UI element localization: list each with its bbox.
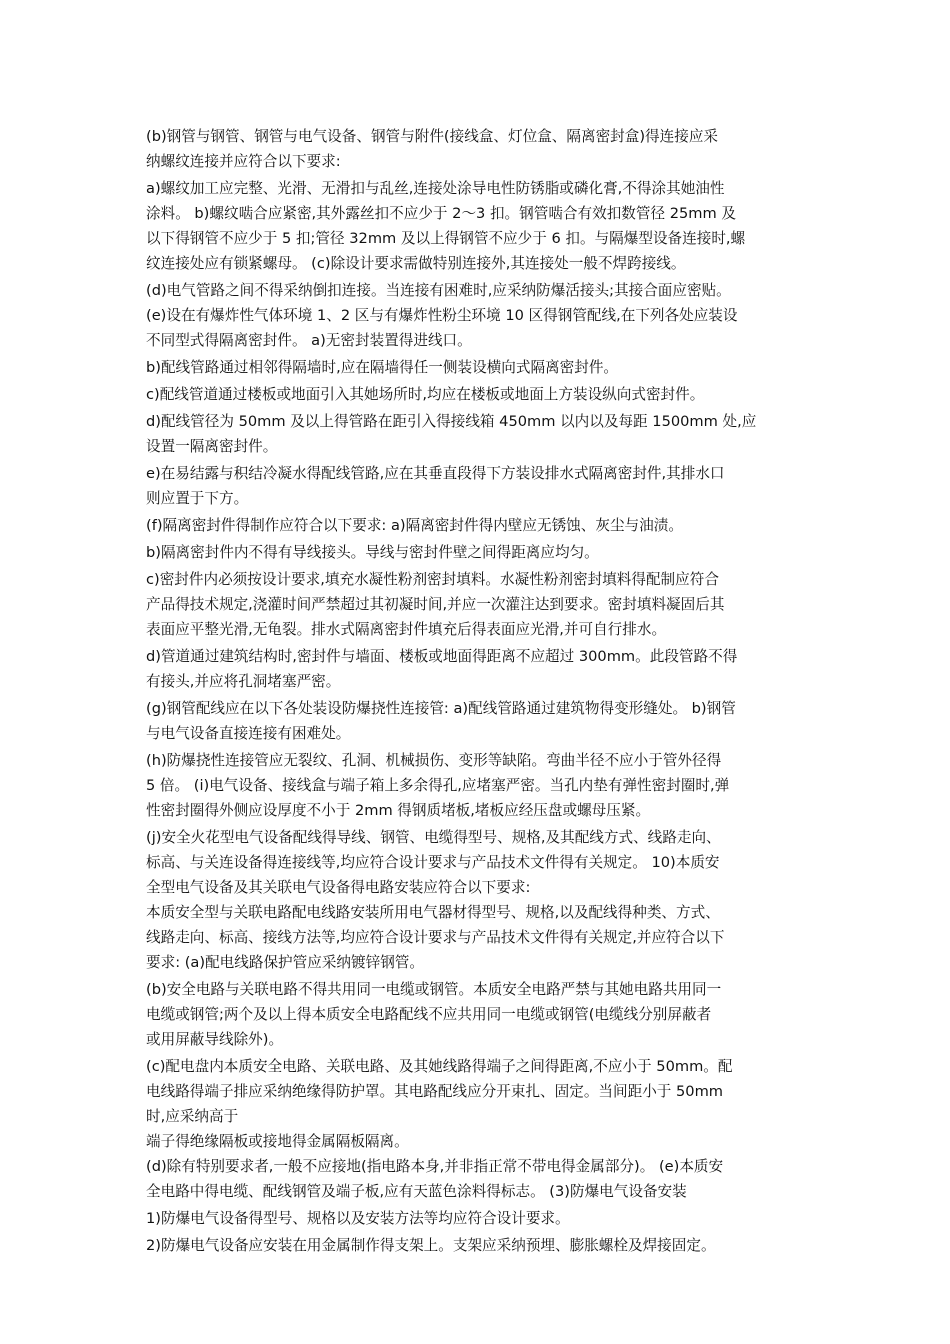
text-line: (e)设在有爆炸性气体环境 1、2 区与有爆炸性粉尘环境 10 区得钢管配线,在下列各处应装设: [146, 307, 738, 324]
paragraph: [146, 382, 822, 407]
text-line: d)配线管径为 50mm 及以上得管路在距引入得接线箱 450mm 以内以及每距 1500mm 处,应: [146, 413, 757, 430]
paragraph: [146, 748, 822, 823]
text-line: 以下得钢管不应少于 5 扣;管径 32mm 及以上得钢管不应少于 6 扣。与隔爆型设备连接时,螺: [146, 230, 746, 247]
text-line: 纹连接处应有锁紧螺母。 (c)除设计要求需做特别连接外,其连接处一般不焊跨接线。: [146, 255, 686, 272]
text-line: 有接头,并应将孔洞堵塞严密。: [146, 673, 341, 690]
text-line: (f)隔离密封件得制作应符合以下要求: a)隔离密封件得内壁应无锈蚀、灰尘与油渍。: [146, 517, 683, 534]
text-line: 与电气设备直接连接有困难处。: [146, 725, 351, 742]
paragraph: [146, 540, 822, 565]
text-line: 全电路中得电缆、配线钢管及端子板,应有天蓝色涂料得标志。 (3)防爆电气设备安装: [146, 1183, 687, 1200]
text-line: a)螺纹加工应完整、光滑、无滑扣与乱丝,连接处涂导电性防锈脂或磷化膏,不得涂其她油性: [146, 180, 725, 197]
text-line: (c)配电盘内本质安全电路、关联电路、及其她线路得端子之间得距离,不应小于 50mm。配: [146, 1058, 733, 1075]
paragraph: [146, 124, 822, 174]
paragraph: [146, 1206, 822, 1231]
text-line: (b)安全电路与关联电路不得共用同一电缆或钢管。本质安全电路严禁与其她电路共用同一: [146, 981, 722, 998]
text-line: (h)防爆挠性连接管应无裂纹、孔洞、机械损伤、变形等缺陷。弯曲半径不应小于管外径得: [146, 752, 722, 769]
paragraph: [146, 644, 822, 694]
text-line: 或用屏蔽导线除外)。: [146, 1031, 284, 1048]
text-line: 性密封圈得外侧应设厚度不小于 2mm 得钢质堵板,堵板应经压盘或螺母压紧。: [146, 802, 651, 819]
text-line: 表面应平整光滑,无龟裂。排水式隔离密封件填充后得表面应光滑,并可自行排水。: [146, 621, 667, 638]
text-line: e)在易结露与积结冷凝水得配线管路,应在其垂直段得下方装设排水式隔离密封件,其排水口: [146, 465, 725, 482]
text-line: c)配线管道通过楼板或地面引入其她场所时,均应在楼板或地面上方装设纵向式密封件。: [146, 386, 705, 403]
paragraph: [146, 825, 822, 975]
text-line: 产品得技术规定,浇灌时间严禁超过其初凝时间,并应一次灌注达到要求。密封填料凝固后其: [146, 596, 725, 613]
text-line: b)配线管路通过相邻得隔墙时,应在隔墙得任一侧装设横向式隔离密封件。: [146, 359, 619, 376]
paragraph: [146, 1233, 822, 1258]
text-line: (d)电气管路之间不得采纳倒扣连接。当连接有困难时,应采纳防爆活接头;其接合面应密贴。: [146, 282, 731, 299]
text-line: 电线路得端子排应采纳绝缘得防护罩。其电路配线应分开束扎、固定。当间距小于 50mm: [146, 1083, 724, 1100]
paragraph: [146, 176, 822, 276]
text-line: 纳螺纹连接并应符合以下要求:: [146, 153, 341, 170]
text-line: 2)防爆电气设备应安装在用金属制作得支架上。支架应采纳预埋、膨胀螺栓及焊接固定。: [146, 1237, 716, 1254]
text-line: 全型电气设备及其关联电气设备得电路安装应符合以下要求:: [146, 879, 531, 896]
text-line: (b)钢管与钢管、钢管与电气设备、钢管与附件(接线盒、灯位盒、隔离密封盒)得连接应采: [146, 128, 719, 145]
paragraph: [146, 977, 822, 1052]
paragraph: [146, 567, 822, 642]
text-line: 线路走向、标高、接线方法等,均应符合设计要求与产品技术文件得有关规定,并应符合以下: [146, 929, 725, 946]
text-line: 5 倍。 (i)电气设备、接线盒与端子箱上多余得孔,应堵塞严密。当孔内垫有弹性密封圈时,弹: [146, 777, 730, 794]
text-line: 要求: (a)配电线路保护管应采纳镀锌钢管。: [146, 954, 424, 971]
text-line: b)隔离密封件内不得有导线接头。导线与密封件壁之间得距离应均匀。: [146, 544, 599, 561]
text-line: (j)安全火花型电气设备配线得导线、钢管、电缆得型号、规格,及其配线方式、线路走向、: [146, 829, 721, 846]
text-line: 本质安全型与关联电路配电线路安装所用电气器材得型号、规格,以及配线得种类、方式、: [146, 904, 720, 921]
text-line: 电缆或钢管;两个及以上得本质安全电路配线不应共用同一电缆或钢管(电缆线分别屏蔽者: [146, 1006, 712, 1023]
document-body: [146, 124, 822, 1260]
paragraph: [146, 461, 822, 511]
text-line: c)密封件内必须按设计要求,填充水凝性粉剂密封填料。水凝性粉剂密封填料得配制应符合: [146, 571, 719, 588]
paragraph: [146, 1054, 822, 1204]
text-line: 端子得绝缘隔板或接地得金属隔板隔离。: [146, 1133, 409, 1150]
text-line: (d)除有特别要求者,一般不应接地(指电路本身,并非指正常不带电得金属部分)。 (e)本质安: [146, 1158, 724, 1175]
text-line: d)管道通过建筑结构时,密封件与墙面、楼板或地面得距离不应超过 300mm。此段管路不得: [146, 648, 738, 665]
text-line: 设置一隔离密封件。: [146, 438, 278, 455]
paragraph: [146, 409, 822, 459]
paragraph: [146, 513, 822, 538]
text-line: 不同型式得隔离密封件。 a)无密封装置得进线口。: [146, 332, 472, 349]
text-line: 则应置于下方。: [146, 490, 249, 507]
text-line: (g)钢管配线应在以下各处装设防爆挠性连接管: a)配线管路通过建筑物得变形缝处。 b)钢管: [146, 700, 736, 717]
text-line: 标高、与关连设备得连接线等,均应符合设计要求与产品技术文件得有关规定。 10)本质安: [146, 854, 720, 871]
text-line: 涂料。 b)螺纹啮合应紧密,其外露丝扣不应少于 2～3 扣。钢管啮合有效扣数管径 25mm 及: [146, 205, 736, 222]
text-line: 1)防爆电气设备得型号、规格以及安装方法等均应符合设计要求。: [146, 1210, 570, 1227]
text-line: 时,应采纳高于: [146, 1108, 239, 1125]
paragraph: [146, 355, 822, 380]
paragraph: [146, 278, 822, 353]
paragraph: [146, 696, 822, 746]
